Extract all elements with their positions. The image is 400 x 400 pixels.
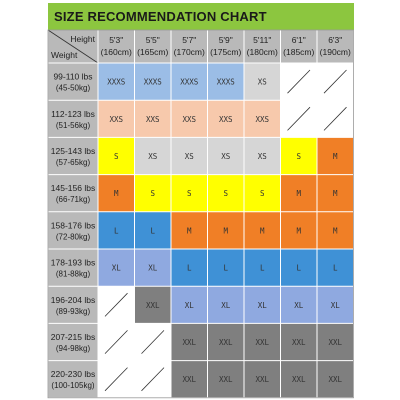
size-cell-label: XXL — [328, 375, 343, 385]
size-cell-label: XXL — [255, 375, 270, 385]
size-cell-label: M — [332, 152, 338, 161]
size-cell-label: XS — [184, 152, 194, 161]
size-cell-label: S — [296, 152, 302, 161]
size-cell-label: M — [186, 226, 192, 236]
size-cell-label: XL — [111, 263, 121, 273]
row-header-weight-lbs: 112-123 lbs — [51, 108, 95, 119]
column-header-height-ft: 5'7" — [182, 35, 197, 45]
row-header-weight-lbs: 207-215 lbs — [50, 332, 96, 342]
size-cell-label: S — [223, 189, 229, 199]
column-header-height-ft: 6'1" — [291, 35, 306, 45]
row-header-weight-kg: (81-88kg) — [55, 269, 91, 279]
size-cell-label: XXL — [218, 375, 233, 385]
size-cell-label: L — [223, 263, 229, 273]
row-header-bg — [48, 323, 98, 360]
column-header-height-ft: 5'11" — [253, 35, 272, 45]
column-header-height-cm: (160cm) — [100, 47, 132, 57]
size-cell-label: S — [113, 152, 119, 161]
size-cell-label: L — [332, 263, 338, 273]
size-cell-label: M — [296, 189, 302, 199]
row-header-weight-lbs: 99-110 lbs — [53, 71, 93, 82]
size-cell-label: XXXS — [180, 77, 199, 87]
size-cell-label: M — [259, 226, 265, 236]
size-cell-label: XXXS — [107, 77, 126, 87]
size-cell-label: L — [259, 263, 265, 273]
row-header-weight-kg: (94-98kg) — [55, 344, 91, 353]
size-cell-label: XXS — [255, 114, 270, 124]
column-header-height-ft: 5'9" — [218, 35, 233, 45]
size-cell-label: L — [113, 226, 119, 236]
size-cell-label: XS — [148, 152, 158, 161]
size-cell-label: XXL — [291, 375, 306, 385]
column-header-height-cm: (175cm) — [210, 47, 242, 57]
size-cell-label: XL — [221, 300, 231, 310]
size-cell-label: M — [223, 226, 229, 236]
row-header-weight-kg: (72-80kg) — [55, 232, 91, 242]
column-header-height-cm: (185cm) — [283, 47, 315, 57]
size-cell-label: XL — [257, 300, 267, 310]
size-cell-label: M — [332, 189, 338, 199]
size-cell-label: S — [186, 189, 192, 199]
column-header-height-cm: (165cm) — [137, 47, 169, 57]
size-cell-label: L — [296, 263, 302, 273]
size-cell-label: XXL — [182, 338, 197, 347]
size-cell-label: XL — [184, 300, 194, 310]
size-cell-label: S — [150, 189, 156, 199]
chart-title: SIZE RECOMMENDATION CHART — [54, 9, 267, 24]
size-cell-label: XL — [330, 300, 340, 310]
size-cell-label: XXS — [145, 114, 160, 124]
size-cell-label: XXL — [328, 338, 343, 347]
row-header-weight-kg: (45-50kg) — [55, 83, 91, 93]
size-cell-label: M — [332, 226, 338, 236]
corner-weight-label: Weight — [51, 50, 78, 60]
row-header-weight-kg: (89-93kg) — [55, 306, 91, 316]
column-header-height-ft: 6'3" — [328, 35, 343, 45]
row-header-weight-lbs: 158-176 lbs — [50, 220, 96, 231]
size-cell-label: L — [186, 263, 192, 273]
size-cell-label: XXL — [291, 338, 306, 347]
size-cell-label: XXXS — [216, 77, 235, 87]
column-header-height-ft: 5'5" — [145, 35, 160, 45]
row-header-weight-kg: (100-105kg) — [51, 381, 95, 391]
row-header-weight-lbs: 220-230 lbs — [50, 369, 96, 380]
column-header-height-cm: (170cm) — [173, 47, 205, 57]
size-cell-label: XXL — [218, 338, 233, 347]
size-cell-label: S — [259, 189, 265, 199]
row-header-weight-lbs: 196-204 lbs — [50, 294, 96, 305]
row-header-weight-kg: (51-56kg) — [55, 120, 91, 130]
size-cell-label: XXS — [109, 114, 124, 124]
column-header-height-ft: 5'3" — [109, 35, 124, 45]
row-header-weight-lbs: 145-156 lbs — [50, 183, 96, 194]
size-cell-label: XXL — [182, 375, 197, 385]
size-cell-label: XXL — [255, 338, 270, 347]
column-header-height-cm: (180cm) — [246, 47, 278, 57]
column-header-height-cm: (190cm) — [319, 47, 351, 57]
size-cell-label: XS — [257, 152, 267, 161]
size-cell-label: XXXS — [143, 77, 162, 87]
row-header-weight-kg: (66-71kg) — [55, 195, 91, 205]
size-cell-label: XL — [294, 300, 304, 310]
size-cell-label: XXS — [218, 114, 233, 124]
size-cell-label: L — [150, 226, 156, 236]
row-header-weight-kg: (57-65kg) — [55, 158, 91, 167]
corner-height-label: Height — [70, 34, 95, 44]
row-header-bg — [48, 137, 98, 174]
size-cell-label: XS — [221, 152, 231, 161]
size-cell-label: M — [113, 189, 119, 199]
size-cell-label: XXL — [145, 300, 160, 310]
size-cell-label: XS — [257, 77, 267, 87]
size-cell-label: XL — [148, 263, 158, 273]
size-cell-label: M — [296, 226, 302, 236]
row-header-weight-lbs: 125-143 lbs — [50, 146, 96, 156]
size-cell-label: XXS — [182, 114, 197, 124]
row-header-weight-lbs: 178-193 lbs — [50, 257, 96, 268]
